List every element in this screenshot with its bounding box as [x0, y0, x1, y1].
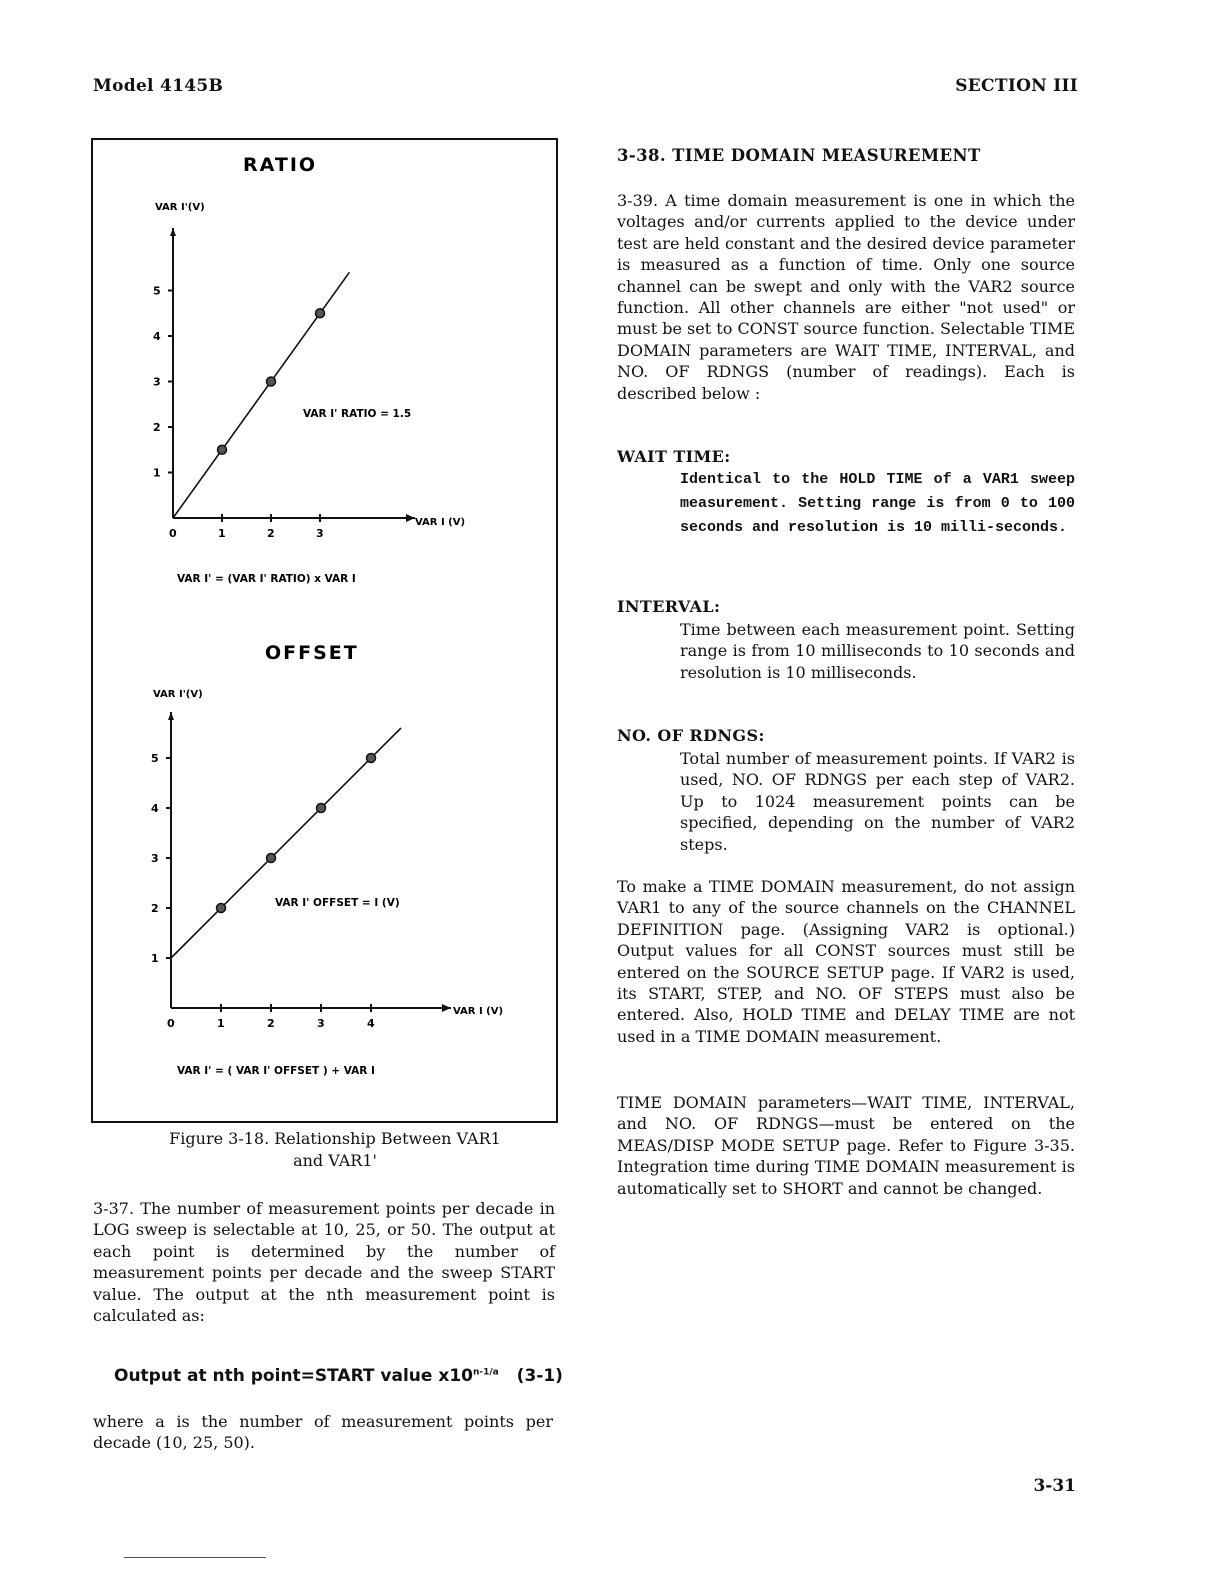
paragraph-where: where a is the number of measurement points per decade (10, 25, 50). — [93, 1412, 553, 1453]
paragraph-3-39: 3-39. A time domain measurement is one in which the voltages and/or currents applied to the device under test are held constant and the desired device parameter is measured as a function of time. Only one source channel can be swept and only with the VAR2 source function. All other channels are either "not used" or must be set to CONST source function. Selectable TIME DOMAIN parameters are WAIT TIME, INTERVAL, and NO. OF RDNGS (number of readings). Each is described below : — [617, 191, 1075, 403]
figure-caption-line2: and VAR1' — [293, 1151, 377, 1170]
term-no-of-rdngs: NO. OF RDNGS: — [617, 726, 765, 745]
y-axis-arrow — [168, 712, 174, 720]
heading-3-38: 3-38. TIME DOMAIN MEASUREMENT — [617, 146, 981, 165]
y-axis-arrow — [170, 228, 176, 236]
y-tick-label: 2 — [153, 421, 161, 434]
offset-chart-title: OFFSET — [265, 642, 359, 664]
y-tick-label: 3 — [153, 375, 161, 389]
equation-number: (3-1) — [516, 1366, 563, 1386]
x-tick-label: 1 — [218, 527, 226, 540]
x-tick-label: 1 — [217, 1017, 225, 1030]
paragraph-3-37: 3-37. The number of measurement points per decade in LOG sweep is selectable at 10, 25, or 50. The output at each point is determined by the number of measurement points per decade and the sweep START value. The output at the nth measurement point is calculated as: — [93, 1199, 555, 1326]
offset-y-ticks — [151, 752, 172, 965]
x-tick-label: 4 — [367, 1017, 375, 1030]
data-point — [267, 854, 276, 863]
data-point — [217, 904, 226, 913]
data-point — [316, 309, 325, 318]
data-point — [317, 804, 326, 813]
x-tick-label: 0 — [167, 1017, 175, 1030]
term-interval: INTERVAL: — [617, 597, 721, 616]
data-point — [267, 377, 276, 386]
y-tick-label: 1 — [151, 952, 159, 965]
x-axis-arrow — [442, 1004, 451, 1012]
header-section: SECTION III — [955, 76, 1078, 96]
equation-exponent: n-1/a — [472, 1367, 499, 1378]
equation-3-1 — [114, 1366, 563, 1386]
offset-annotation: VAR I' OFFSET = I (V) — [275, 897, 400, 909]
offset-formula: VAR I' = ( VAR I' OFFSET ) + VAR I — [177, 1065, 375, 1077]
x-tick-label: 0 — [169, 527, 177, 540]
data-point — [367, 754, 376, 763]
figure-caption-line1: Figure 3-18. Relationship Between VAR1 — [169, 1129, 501, 1148]
paragraph-time-domain-setup: To make a TIME DOMAIN measurement, do not assign VAR1 to any of the source channels on the CHANNEL DEFINITION page. (Assigning VAR2 is optional.) Output values for all CONST sources must still be entered on the SOURCE SETUP page. If VAR2 is used, its START, STEP, and NO. OF STEPS must also be entered. Also, HOLD TIME and DELAY TIME are not used in a TIME DOMAIN measurement. — [617, 877, 1075, 1046]
y-tick-label: 4 — [153, 330, 161, 343]
footer-rule — [124, 1557, 266, 1558]
definition-no-of-rdngs: Total number of measurement points. If VAR2 is used, NO. OF RDNGS per each step of VAR2. Up to 1024 measurement points can be specified, depending on the number of VAR2 steps. — [680, 749, 1075, 854]
figure-caption — [100, 1128, 570, 1172]
offset-chart — [151, 642, 503, 1077]
x-tick-label: 3 — [316, 527, 324, 540]
x-tick-label: 2 — [267, 1017, 275, 1030]
paragraph-time-domain-parameters: TIME DOMAIN parameters—WAIT TIME, INTERVAL, and NO. OF RDNGS—must be entered on the MEAS/DISP MODE SETUP page. Refer to Figure 3-35. Integration time during TIME DOMAIN measurement is automatically set to SHORT and cannot be changed. — [617, 1093, 1075, 1198]
x-tick-label: 3 — [317, 1017, 325, 1030]
ratio-chart-title: RATIO — [243, 154, 318, 176]
series-line — [171, 728, 401, 958]
ratio-annotation: VAR I' RATIO = 1.5 — [303, 408, 412, 420]
definition-interval: Time between each measurement point. Setting range is from 10 milliseconds to 10 seconds and resolution is 10 milliseconds. — [680, 620, 1075, 682]
ratio-chart — [153, 154, 465, 585]
ratio-marks — [170, 228, 415, 522]
page-number: 3-31 — [1033, 1476, 1076, 1496]
offset-y-axis-label: VAR I'(V) — [153, 689, 203, 700]
offset-marks — [168, 712, 451, 1012]
data-point — [218, 445, 227, 454]
term-wait-time: WAIT TIME: — [617, 447, 731, 466]
y-tick-label: 5 — [151, 752, 159, 765]
ratio-y-axis-label: VAR I'(V) — [155, 202, 205, 213]
ratio-x-axis-label: VAR I (V) — [415, 517, 466, 528]
figure-3-18 — [91, 138, 558, 1123]
x-tick-label: 2 — [267, 527, 275, 540]
header-model: Model 4145B — [93, 76, 224, 96]
offset-x-axis-label: VAR I (V) — [453, 1006, 504, 1017]
ratio-formula: VAR I' = (VAR I' RATIO) x VAR I — [177, 573, 356, 585]
y-tick-label: 4 — [151, 802, 159, 815]
equation-body: Output at nth point=START value x10 — [114, 1366, 473, 1386]
y-tick-label: 3 — [151, 852, 159, 865]
x-axis-arrow — [406, 514, 415, 522]
ratio-y-ticks — [153, 285, 174, 480]
y-tick-label: 1 — [153, 466, 161, 480]
y-tick-label: 2 — [151, 902, 159, 915]
y-tick-label: 5 — [153, 284, 161, 298]
definition-wait-time: Identical to the HOLD TIME of a VAR1 sweep measurement. Setting range is from 0 to 100 seconds and resolution is 10 milli-seconds. — [680, 471, 1075, 536]
